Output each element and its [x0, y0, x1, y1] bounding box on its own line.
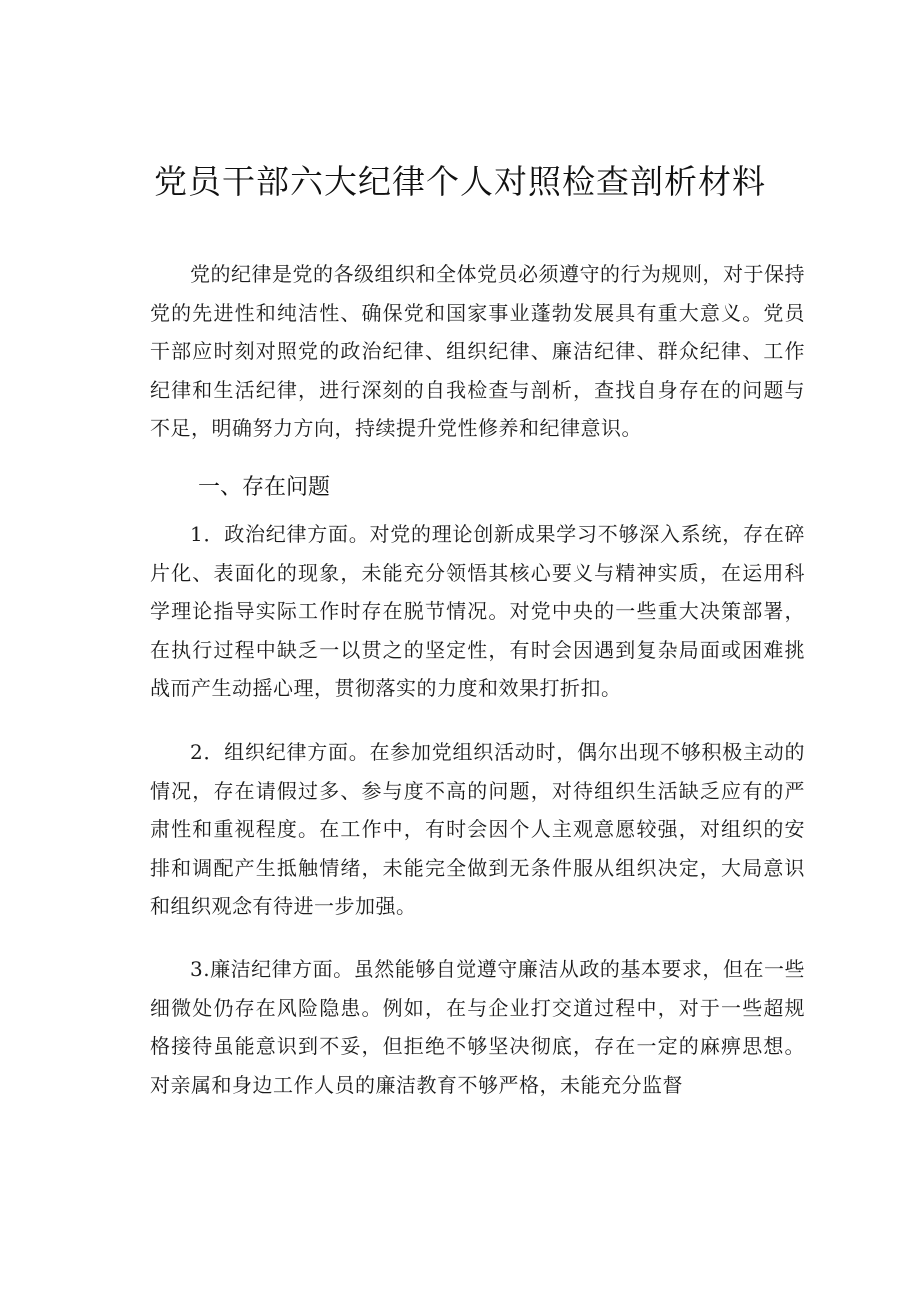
item-integrity-discipline: 3.廉洁纪律方面。虽然能够自觉遵守廉洁从政的基本要求，但在一些细微处仍存在风险隐患。例如，在与企业打交道过程中，对于一些超规格接待虽能意识到不妥，但拒绝不够坚决彻底，存在一定的麻痹思想。对亲属和身边工作人员的廉洁教育不够严格，未能充分监督	[150, 957, 805, 1097]
item-organizational-discipline: 2．组织纪律方面。在参加党组织活动时，偶尔出现不够积极主动的情况，存在请假过多、参与度不高的问题，对待组织生活缺乏应有的严肃性和重视程度。在工作中，有时会因个人主观意愿较强，对组织的安排和调配产生抵触情绪，未能完全做到无条件服从组织决定，大局意识和组织观念有待进一步加强。	[150, 740, 805, 918]
section-heading: 一、存在问题	[198, 475, 331, 500]
document-title: 党员干部六大纪律个人对照检查剖析材料	[154, 162, 766, 201]
item-political-discipline: 1．政治纪律方面。对党的理论创新成果学习不够深入系统，存在碎片化、表面化的现象，未能充分领悟其核心要义与精神实质，在运用科学理论指导实际工作时存在脱节情况。对党中央的一些重大决策部署，在执行过程中缺乏一以贯之的坚定性，有时会因遇到复杂局面或困难挑战而产生动摇心理，贯彻落实的力度和效果打折扣。	[150, 522, 805, 700]
intro-paragraph: 党的纪律是党的各级组织和全体党员必须遵守的行为规则，对于保持党的先进性和纯洁性、确保党和国家事业蓬勃发展具有重大意义。党员干部应时刻对照党的政治纪律、组织纪律、廉洁纪律、群众纪律、工作纪律和生活纪律，进行深刻的自我检查与剖析，查找自身存在的问题与不足，明确努力方向，持续提升党性修养和纪律意识。	[150, 262, 805, 440]
